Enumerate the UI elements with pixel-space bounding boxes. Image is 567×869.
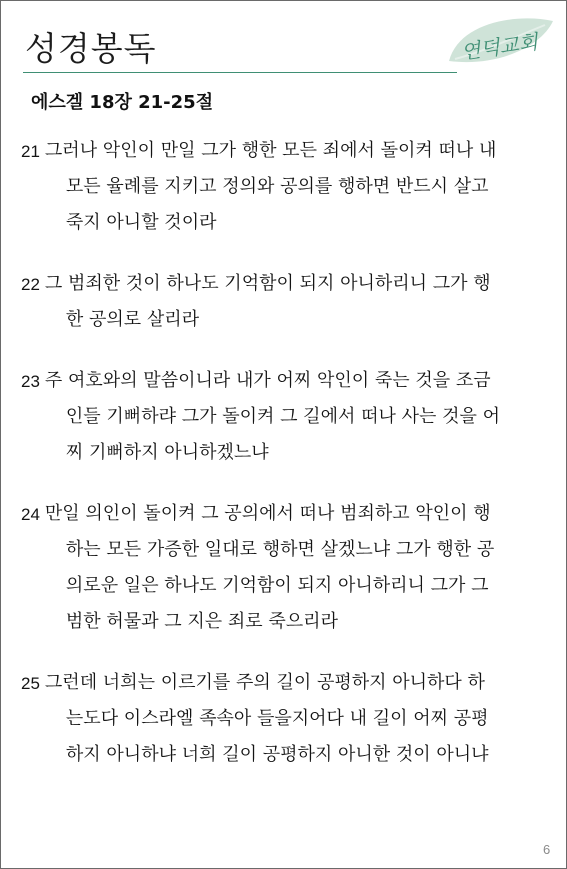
- verse-line: 그러나 악인이 만일 그가 행한 모든 죄에서 돌이켜 떠나 내: [44, 140, 497, 161]
- verse-line: 찌 기뻐하지 아니하겠느냐: [65, 442, 269, 463]
- verse-line: 하지 아니하냐 너희 길이 공평하지 아니한 것이 아니냐: [65, 744, 489, 765]
- verse-number: 21: [21, 142, 40, 161]
- verse-line: 그 범죄한 것이 하나도 기억함이 되지 아니하리니 그가 행: [44, 273, 491, 294]
- page-number: 6: [543, 842, 551, 857]
- verse-text: [45, 266, 491, 338]
- verse-line: 인들 기뻐하랴 그가 돌이켜 그 길에서 떠나 사는 것을 어: [65, 406, 500, 427]
- verse-line: 만일 의인이 돌이켜 그 공의에서 떠나 범죄하고 악인이 행: [44, 503, 491, 524]
- scripture-reference: 에스겔 18장 21-25절: [31, 92, 214, 113]
- verse-item: [21, 665, 551, 773]
- verse-item: [21, 133, 551, 241]
- verse-line: 죽지 아니할 것이라: [65, 212, 217, 233]
- verse-number: 22: [21, 275, 40, 294]
- title-divider: [23, 72, 457, 73]
- verse-line: 한 공의로 살리라: [65, 309, 200, 330]
- verse-item: [21, 266, 551, 338]
- church-logo: [445, 11, 561, 73]
- verse-line: 는도다 이스라엘 족속아 들을지어다 내 길이 어찌 공평: [65, 708, 489, 729]
- verse-text: [45, 363, 500, 471]
- verse-line: 모든 율례를 지키고 정의와 공의를 행하면 반드시 살고: [65, 176, 489, 197]
- verse-list: [21, 133, 551, 798]
- verse-number: 24: [21, 505, 40, 524]
- verse-line: 주 여호와의 말씀이니라 내가 어찌 악인이 죽는 것을 조금: [44, 370, 491, 391]
- verse-line: 의로운 일은 하나도 기억함이 되지 아니하리니 그가 그: [65, 575, 489, 596]
- verse-text: [45, 496, 494, 640]
- verse-text: [45, 665, 489, 773]
- verse-line: 범한 허물과 그 지은 죄로 죽으리라: [65, 611, 338, 632]
- leaf-logo-icon: [445, 11, 561, 73]
- logo-text: 연덕교회: [459, 29, 540, 65]
- verse-line: 그런데 너희는 이르기를 주의 길이 공평하지 아니하다 하: [44, 672, 485, 693]
- verse-number: 25: [21, 674, 40, 693]
- verse-text: [45, 133, 496, 241]
- verse-number: 23: [21, 372, 40, 391]
- verse-line: 하는 모든 가증한 일대로 행하면 살겠느냐 그가 행한 공: [65, 539, 495, 560]
- verse-item: [21, 496, 551, 640]
- page-title: 성경봉독: [25, 29, 157, 68]
- verse-item: [21, 363, 551, 471]
